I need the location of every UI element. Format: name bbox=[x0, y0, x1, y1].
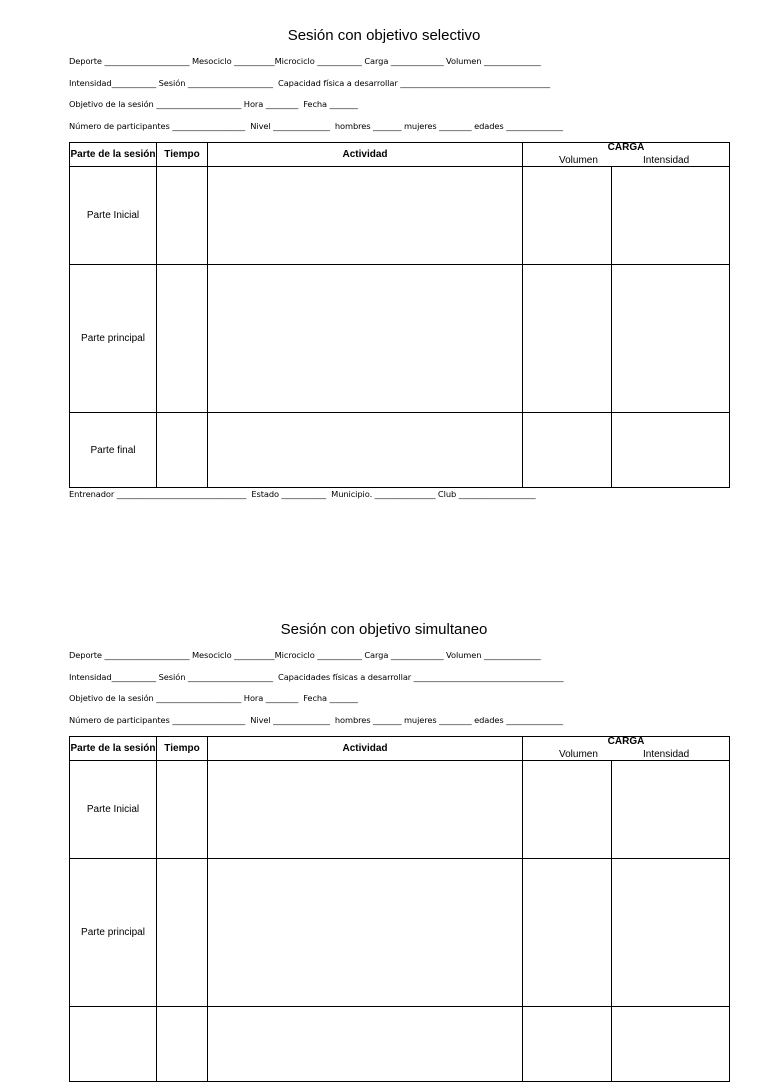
header-volumen: Volumen bbox=[559, 155, 598, 166]
cell-intensidad[interactable] bbox=[612, 859, 730, 1007]
header-carga bbox=[523, 143, 730, 167]
cell-intensidad[interactable] bbox=[612, 167, 730, 265]
row-parte-principal: Parte principal bbox=[70, 859, 157, 1007]
header-parte: Parte de la sesión bbox=[70, 143, 157, 167]
form-2-line-deporte[interactable]: Deporte _____________________ Mesociclo __________Microciclo ___________ Carga _____________ Volumen ______________ bbox=[69, 650, 541, 660]
form-2-line-participantes[interactable]: Número de participantes __________________ Nivel ______________ hombres _______ mujeres ________ edades ______________ bbox=[69, 715, 563, 725]
cell-intensidad[interactable] bbox=[612, 265, 730, 413]
cell-actividad[interactable] bbox=[208, 1007, 523, 1082]
form-2-line-objetivo[interactable]: Objetivo de la sesión _____________________ Hora ________ Fecha _______ bbox=[69, 693, 358, 703]
header-parte: Parte de la sesión bbox=[70, 737, 157, 761]
cell-actividad[interactable] bbox=[208, 413, 523, 488]
cell-actividad[interactable] bbox=[208, 859, 523, 1007]
cell-tiempo[interactable] bbox=[157, 413, 208, 488]
row-parte-inicial: Parte Inicial bbox=[70, 761, 157, 859]
header-tiempo: Tiempo bbox=[157, 737, 208, 761]
carga-title: CARGA bbox=[607, 736, 645, 747]
form-1-line-deporte[interactable]: Deporte _____________________ Mesociclo __________Microciclo ___________ Carga _____________ Volumen ______________ bbox=[69, 56, 541, 66]
cell-volumen[interactable] bbox=[523, 761, 612, 859]
cell-intensidad[interactable] bbox=[612, 413, 730, 488]
cell-tiempo[interactable] bbox=[157, 761, 208, 859]
row-parte-final: Parte final bbox=[70, 413, 157, 488]
cell-tiempo[interactable] bbox=[157, 859, 208, 1007]
carga-title: CARGA bbox=[607, 142, 645, 153]
form-1-footer[interactable]: Entrenador ________________________________ Estado ___________ Municipio. _______________ Club ___________________ bbox=[69, 489, 536, 499]
row-parte-principal: Parte principal bbox=[70, 265, 157, 413]
cell-volumen[interactable] bbox=[523, 1007, 612, 1082]
cell-actividad[interactable] bbox=[208, 265, 523, 413]
cell-volumen[interactable] bbox=[523, 413, 612, 488]
cell-actividad[interactable] bbox=[208, 761, 523, 859]
form-1-line-participantes[interactable]: Número de participantes __________________ Nivel ______________ hombres _______ mujeres ________ edades ______________ bbox=[69, 121, 563, 131]
row-parte-final bbox=[70, 1007, 157, 1082]
header-carga bbox=[523, 737, 730, 761]
form-1-line-objetivo[interactable]: Objetivo de la sesión _____________________ Hora ________ Fecha _______ bbox=[69, 99, 358, 109]
form-1-session-table bbox=[69, 142, 729, 488]
cell-volumen[interactable] bbox=[523, 265, 612, 413]
header-actividad: Actividad bbox=[208, 143, 523, 167]
header-actividad: Actividad bbox=[208, 737, 523, 761]
cell-tiempo[interactable] bbox=[157, 1007, 208, 1082]
form-1-line-intensidad[interactable]: Intensidad___________ Sesión _____________________ Capacidad física a desarrollar _____________________________________ bbox=[69, 78, 550, 88]
form-2-title: Sesión con objetivo simultaneo bbox=[280, 621, 488, 638]
cell-volumen[interactable] bbox=[523, 859, 612, 1007]
row-parte-inicial: Parte Inicial bbox=[70, 167, 157, 265]
cell-intensidad[interactable] bbox=[612, 761, 730, 859]
form-2-session-table bbox=[69, 736, 729, 1082]
cell-intensidad[interactable] bbox=[612, 1007, 730, 1082]
header-tiempo: Tiempo bbox=[157, 143, 208, 167]
form-1-title: Sesión con objetivo selectivo bbox=[287, 27, 481, 44]
cell-actividad[interactable] bbox=[208, 167, 523, 265]
header-intensidad: Intensidad bbox=[643, 155, 690, 166]
header-volumen: Volumen bbox=[559, 749, 598, 760]
cell-tiempo[interactable] bbox=[157, 167, 208, 265]
cell-tiempo[interactable] bbox=[157, 265, 208, 413]
header-intensidad: Intensidad bbox=[643, 749, 690, 760]
form-2-line-intensidad[interactable]: Intensidad___________ Sesión _____________________ Capacidades físicas a desarrollar _____________________________________ bbox=[69, 672, 564, 682]
cell-volumen[interactable] bbox=[523, 167, 612, 265]
